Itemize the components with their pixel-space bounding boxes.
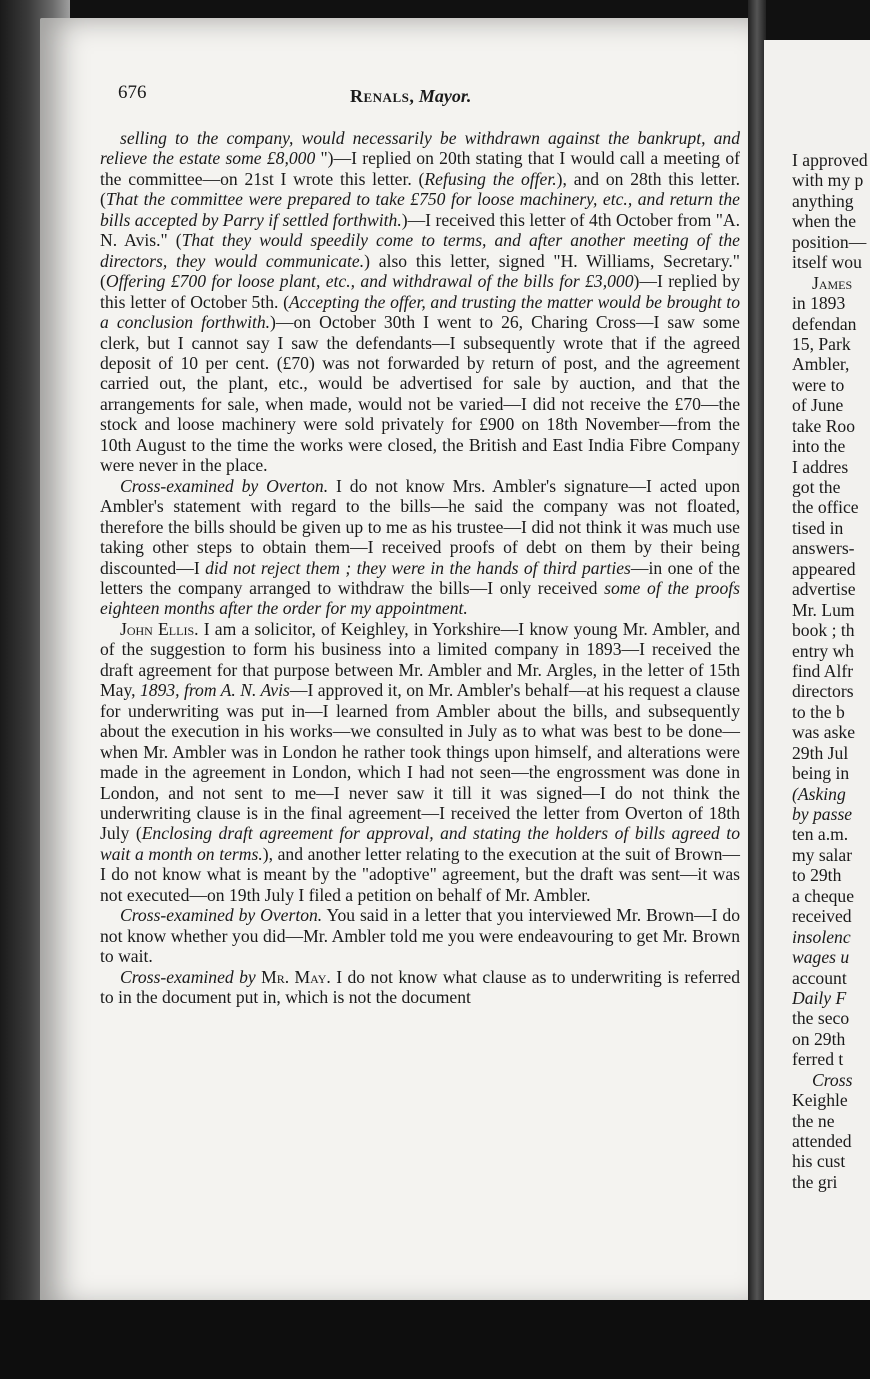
right-page-line: defendan: [792, 313, 857, 334]
text-run: —in one of the letters the company arranged to withdraw the bills—I only received: [100, 557, 740, 598]
right-page-line: directors: [792, 681, 854, 702]
right-page-line: take Roo: [792, 415, 856, 436]
right-page-line: find Alfr: [792, 660, 854, 681]
italic-run: Offering £700 for loose plant, etc., and withdrawal of the bills for £3,000: [105, 271, 634, 292]
right-page-line: into the: [792, 436, 846, 457]
right-page-line: on 29th: [792, 1028, 846, 1049]
right-page-line: account: [792, 967, 847, 988]
scan-bottom-edge: [0, 1300, 870, 1379]
italic-run: did not reject them ; they were in the hands of third parties: [205, 557, 631, 578]
right-page-line: by passe: [792, 804, 853, 824]
paragraph-2: [100, 476, 740, 619]
right-page-line: I addres: [792, 456, 849, 477]
text-run: I do not know Mrs. Ambler's signature—I acted upon Ambler's statement with regard to the bills—he said the company was not floated, therefore the bills should be given up to me as his trustee—I did not think it was much use taking other steps to obtain them—I received proofs of debt on them by their being discounted—I: [100, 475, 740, 578]
right-page-line: 15, Park: [792, 333, 851, 354]
paragraph-3: [100, 619, 740, 905]
italic-run: selling to the company, would necessarily be withdrawn against the bankrupt, and relieve the estate some £8,000: [100, 128, 740, 169]
right-page-line: the seco: [792, 1008, 850, 1029]
italic-run: Enclosing draft agreement for approval, and stating the holders of bills agreed to wait a month on terms.: [100, 823, 740, 864]
right-page-line: when the: [792, 211, 857, 232]
right-page-line: tised in: [792, 517, 844, 538]
right-page-line: being in: [792, 763, 850, 784]
right-page-line: to 29th: [792, 865, 842, 886]
right-page-line: Daily F: [792, 987, 847, 1008]
running-head-title: Mayor.: [418, 86, 472, 106]
right-page-line: with my p: [792, 170, 864, 191]
main-text-column: [100, 128, 740, 1007]
right-page-line: Keighle: [792, 1090, 848, 1111]
running-head: [350, 86, 471, 107]
right-page-text: [792, 150, 870, 1192]
italic-run: Refusing the offer.: [424, 168, 557, 189]
right-page-line: (Asking: [792, 783, 846, 804]
right-page-line: anything: [792, 190, 854, 211]
paragraph-5: [100, 967, 740, 1008]
right-page-line: ferred t: [792, 1049, 844, 1070]
right-page-line: the gri: [792, 1171, 838, 1192]
page-number: 676: [118, 82, 147, 103]
text-run: ) also this letter, signed "H. Williams, Secretary." (: [100, 250, 740, 292]
right-page-line: James: [812, 272, 853, 293]
right-page-line: advertise: [792, 579, 856, 600]
text-run: )—on October 30th I went to 26, Charing Cross—I saw some clerk, but I cannot say I saw the defendants—I subsequently wrote that if the agreed deposit of 10 per cent. (£70) was not forwarded by return of post, and the agreement carried out, the plant, etc., would be advertised for sale by auction, and that the arrangements for sale, when made, would not be varied—I did not receive the £70—the stock and loose machinery were sold privately for £900 on 18th November—from the 10th August to the time the works were closed, the British and East India Fibre Company were never in the place.: [100, 312, 740, 476]
right-page-line: Mr. Lum: [792, 599, 855, 620]
right-page-line: insolenc: [792, 926, 851, 947]
italic-run: Cross-examined by Overton.: [120, 475, 329, 496]
italic-run: That they would speedily come to terms, and after another meeting of the directors, they would communicate.: [100, 230, 740, 271]
right-page-line: the office: [792, 497, 859, 518]
text-run: )—I received this letter of 4th October from "A. N. Avis." (: [100, 209, 740, 251]
italic-run: 1893, from A. N. Avis: [139, 680, 290, 701]
right-page-line: were to: [792, 374, 845, 395]
text-run: ), and another letter relating to the execution at the suit of Brown—I do not know what is meant by the "adoptive" agreement, but the draft was sent—it was not executed—on 19th July I filed a petition on behalf of Mr. Ambler.: [100, 843, 740, 905]
text-run: I do not know what clause as to underwriting is referred to in the document put in, which is not the document: [100, 966, 740, 1008]
right-page-line: was aske: [792, 722, 856, 743]
right-page-line: 29th Jul: [792, 742, 849, 763]
right-page-line: of June: [792, 395, 844, 416]
right-page-line: my salar: [792, 844, 853, 865]
right-page-line: entry wh: [792, 640, 855, 661]
italic-run: Cross-examined by Overton.: [120, 905, 323, 926]
counsel-name: Mr. May.: [261, 966, 331, 987]
right-page-line: his cust: [792, 1151, 846, 1172]
right-page-line: got the: [792, 477, 841, 497]
italic-run: Cross-examined by: [120, 966, 262, 987]
right-page-line: wages u: [792, 947, 850, 968]
italic-run: some of the proofs eighteen months after the order for my appointment.: [100, 577, 740, 619]
right-page-line: I approved: [792, 150, 868, 170]
right-page-line: Ambler,: [792, 354, 850, 375]
right-page-line: book ; th: [792, 620, 855, 641]
text-run: I am a solicitor, of Keighley, in Yorkshire—I know young Mr. Ambler, and of the suggestion to form his business into a limited company in 1893—I received the draft agreement for that purpose between Mr. Ambler and Mr. Argles, in the letter of 15th May,: [100, 618, 741, 701]
witness-name: John Ellis.: [120, 618, 199, 639]
italic-run: Accepting the offer, and trusting the matter would be brought to a conclusion forthwith.: [100, 291, 740, 333]
right-page-line: attended: [792, 1131, 852, 1151]
right-page-line: to the b: [792, 701, 845, 722]
text-run: —I approved it, on Mr. Ambler's behalf—at his request a clause for underwriting was put in—I learned from Ambler about the bills, and subsequently about the execution in his works—we consulted in July as to what was best to be done—when Mr. Ambler was in London he rather took things upon himself, and alterations were made in the agreement in London, which I had not seen—the engrossment was done in London, and not sent to me—I never saw it till it was signed—I do not think the underwriting clause is in the final agreement—I received the letter from Overton of 18th July (: [100, 680, 740, 844]
right-page-line: appeared: [792, 558, 856, 579]
italic-run: That the committee were prepared to take £750 for loose machinery, etc., and return the bills accepted by Parry if settled forthwith.: [100, 189, 740, 230]
right-page-line: ten a.m.: [792, 824, 849, 845]
text-run: )—I replied by this letter of October 5th. (: [100, 271, 740, 312]
text-run: ")—I replied on 20th stating that I would call a meeting of the committee—on 21st I wrote this letter. (: [100, 148, 741, 189]
right-page-line: a cheque: [792, 885, 855, 906]
page-header: [118, 82, 718, 112]
paragraph-1: [100, 128, 740, 476]
right-page-line: in 1893: [792, 293, 846, 314]
text-run: ), and on 28th this letter. (: [100, 168, 741, 210]
paragraph-4: [100, 905, 740, 966]
right-page-line: the ne: [792, 1110, 835, 1131]
right-page-line: itself wou: [792, 252, 862, 273]
right-page-line: position—: [792, 231, 867, 252]
right-page-line: Cross: [812, 1069, 853, 1090]
right-page-line: received: [792, 906, 852, 927]
running-head-name: Renals,: [350, 86, 415, 106]
text-run: You said in a letter that you interviewed Mr. Brown—I do not know whether you did—Mr. Ambler told me you were endeavouring to get Mr. Brown to wait.: [100, 905, 740, 967]
right-page-line: answers-: [792, 538, 855, 559]
